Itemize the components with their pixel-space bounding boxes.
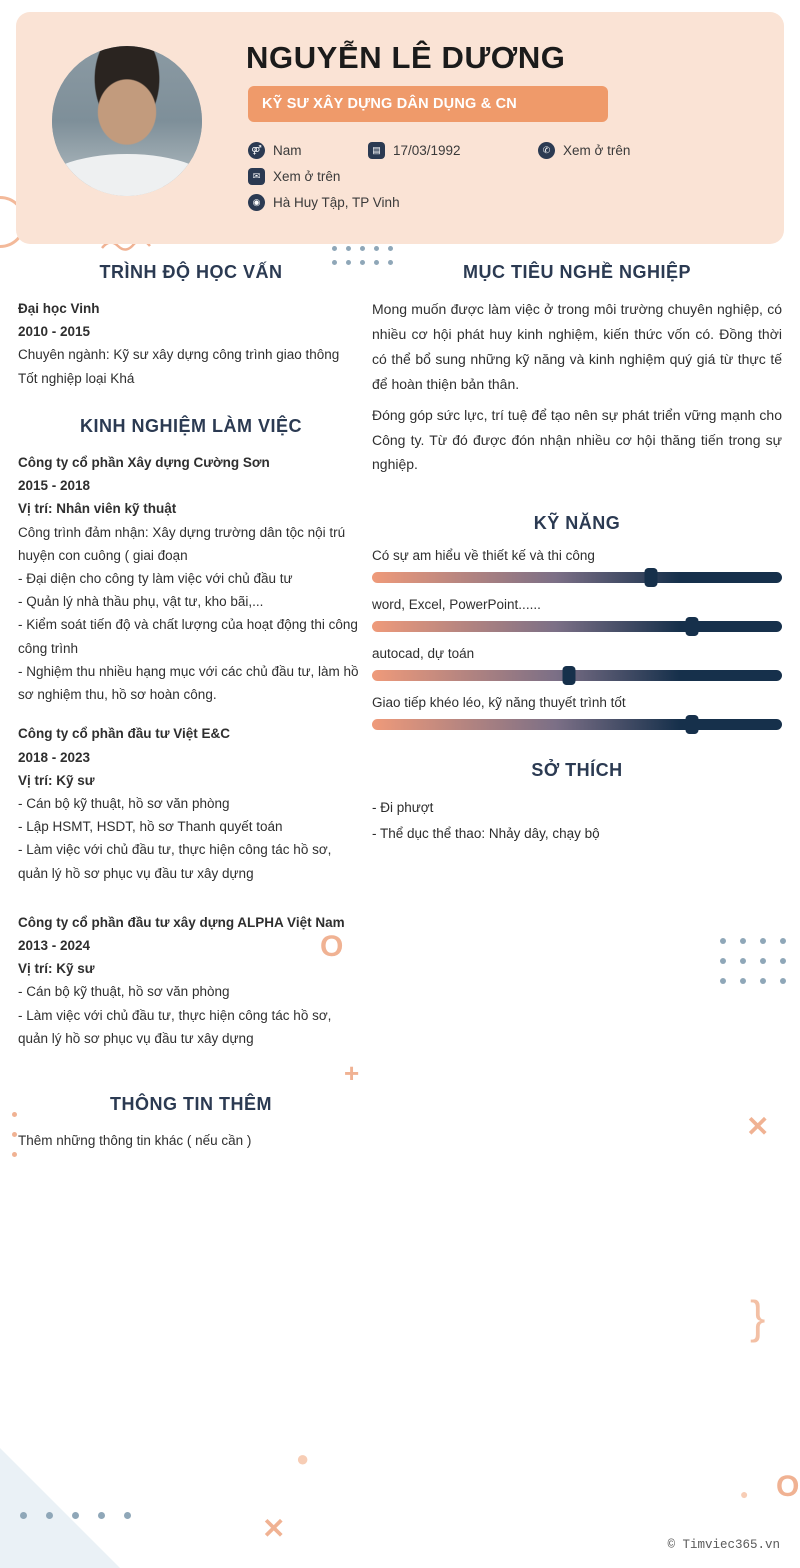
phone-icon: ✆ xyxy=(538,142,555,159)
x-decoration: ✕ xyxy=(746,1111,770,1142)
section-title-hobbies: SỞ THÍCH xyxy=(531,760,623,781)
skill-item xyxy=(372,646,782,681)
location-icon: ◉ xyxy=(248,194,265,211)
company-line: - Cán bộ kỹ thuật, hồ sơ văn phòng xyxy=(18,984,230,1000)
education-school: Đại học Vinh xyxy=(18,301,100,316)
additional-text: Thêm những thông tin khác ( nếu cần ) xyxy=(18,1133,252,1149)
objective-paragraph-1: Mong muốn được làm việc ở trong môi trường chuyên nghiệp, có nhiều cơ hội phát huy kinh nghiệm, kiến thức vốn có. Đồng thời có thể bổ sung những kỹ năng và kinh nghiệm quý giá từ thực tế để hoàn thiện bản thân. xyxy=(372,301,782,392)
section-title-additional: THÔNG TIN THÊM xyxy=(110,1094,272,1115)
left-column xyxy=(18,262,364,1152)
company-name: Công ty cổ phần đầu tư Việt E&C xyxy=(18,726,231,742)
company-line: - Cán bộ kỹ thuật, hồ sơ văn phòng xyxy=(18,795,230,811)
contact-gender-text: Nam xyxy=(273,143,302,158)
contact-phone-text: Xem ở trên xyxy=(563,143,631,158)
company-position: Vị trí: Kỹ sư xyxy=(18,961,95,977)
section-title-education: TRÌNH ĐỘ HỌC VẤN xyxy=(99,262,283,282)
avatar xyxy=(52,46,202,196)
dot-decoration-2: ● xyxy=(740,1486,749,1502)
gender-icon: ⚤ xyxy=(248,142,265,159)
company-line: - Làm việc với chủ đầu tư, thực hiện công tác hồ sơ, quản lý hồ sơ phục vụ đầu tư xây dựng xyxy=(18,1007,332,1046)
hobby-item: - Đi phượt xyxy=(372,800,434,816)
mail-icon: ✉ xyxy=(248,168,265,185)
objective-paragraph-2: Đóng góp sức lực, trí tuệ để tạo nên sự phát triển vững mạnh cho Công ty. Từ đó được đón nhận nhiều cơ hội thăng tiến trong sự nghiệp. xyxy=(372,406,782,473)
skill-knob[interactable] xyxy=(685,617,698,636)
experience-item-1 xyxy=(18,451,364,706)
dot-decoration: ● xyxy=(296,1446,310,1471)
header-banner xyxy=(16,12,784,244)
company-position: Vị trí: Nhân viên kỹ thuật xyxy=(18,501,177,517)
brace-decoration: } xyxy=(750,1291,766,1343)
contact-address-text: Hà Huy Tập, TP Vinh xyxy=(273,195,400,210)
contact-birthday xyxy=(368,142,538,159)
section-title-objective: MỤC TIÊU NGHỀ NGHIỆP xyxy=(462,262,691,282)
right-column xyxy=(372,262,782,847)
company-line: - Nghiệm thu nhiều hạng mục với các chủ đầu tư, làm hồ sơ nghiệm thu, hồ sơ hoàn công. xyxy=(18,663,359,703)
skill-bar xyxy=(372,572,782,583)
page-title: NGUYỄN LÊ DƯƠNG xyxy=(246,40,566,75)
company-line: - Kiểm soát tiến độ và chất lượng của hoạt động thi công công trình xyxy=(18,617,358,656)
skill-item xyxy=(372,597,782,632)
skill-bar xyxy=(372,719,782,730)
company-line: - Đại diện cho công ty làm việc với chủ đầu tư xyxy=(18,570,293,586)
section-title-experience: KINH NGHIỆM LÀM VIỆC xyxy=(79,415,302,436)
corner-triangle-decoration xyxy=(0,1448,120,1568)
skill-label: Có sự am hiểu về thiết kế và thi công xyxy=(372,548,595,564)
dot-grid-right xyxy=(720,938,800,998)
plus-decoration: + xyxy=(344,1058,360,1088)
x-decoration-2: ✕ xyxy=(262,1513,286,1544)
company-position: Vị trí: Kỹ sư xyxy=(18,772,95,788)
footer-credit: © Timviec365.vn xyxy=(667,1538,780,1552)
skill-label: autocad, dự toán xyxy=(372,646,475,662)
calendar-icon: ▤ xyxy=(368,142,385,159)
education-block xyxy=(18,297,364,390)
experience-item-2 xyxy=(18,722,364,885)
o-decoration: O xyxy=(320,930,344,963)
contact-email-text: Xem ở trên xyxy=(273,169,341,184)
company-name: Công ty cổ phần Xây dựng Cường Sơn xyxy=(18,454,270,470)
contact-info xyxy=(248,142,778,220)
contact-phone xyxy=(538,142,630,159)
company-line: - Làm việc với chủ đầu tư, thực hiện công tác hồ sơ, quản lý hồ sơ phục vụ đầu tư xây dựng xyxy=(18,842,332,881)
section-title-skills: KỸ NĂNG xyxy=(533,513,621,534)
o-decoration-2: O xyxy=(776,1470,800,1503)
education-years: 2010 - 2015 xyxy=(18,324,91,340)
skill-item xyxy=(372,548,782,583)
skill-knob[interactable] xyxy=(644,568,657,587)
contact-address xyxy=(248,194,400,211)
company-line: - Quản lý nhà thầu phụ, vật tư, kho bãi,... xyxy=(18,594,264,610)
skill-item xyxy=(372,695,782,730)
company-years: 2018 - 2023 xyxy=(18,749,91,765)
skill-label: word, Excel, PowerPoint...... xyxy=(372,597,541,613)
company-line: - Lập HSMT, HSDT, hồ sơ Thanh quyết toán xyxy=(18,819,283,835)
skill-knob[interactable] xyxy=(562,666,575,685)
contact-gender xyxy=(248,142,368,159)
education-grade: Tốt nghiệp loại Khá xyxy=(18,370,135,386)
job-title-badge: KỸ SƯ XÂY DỰNG DÂN DỤNG & CN xyxy=(248,86,608,122)
skill-label: Giao tiếp khéo léo, kỹ năng thuyết trình tốt xyxy=(372,695,626,711)
experience-item-3 xyxy=(18,911,364,1050)
education-major: Chuyên ngành: Kỹ sư xây dựng công trình giao thông xyxy=(18,347,340,363)
skill-bar xyxy=(372,621,782,632)
company-years: 2013 - 2024 xyxy=(18,938,91,954)
company-line: Công trình đảm nhận: Xây dựng trường dân tộc nội trú huyện con cuông ( giai đoạn xyxy=(18,524,346,563)
skill-bar xyxy=(372,670,782,681)
hobby-item: - Thể dục thể thao: Nhảy dây, chạy bộ xyxy=(372,825,600,841)
contact-birthday-text: 17/03/1992 xyxy=(393,143,461,158)
dot-grid-bottom-left xyxy=(20,1512,150,1532)
company-name: Công ty cổ phần đầu tư xây dựng ALPHA Việt Nam xyxy=(18,914,345,930)
company-years: 2015 - 2018 xyxy=(18,478,91,494)
contact-email xyxy=(248,168,340,185)
skill-knob[interactable] xyxy=(685,715,698,734)
